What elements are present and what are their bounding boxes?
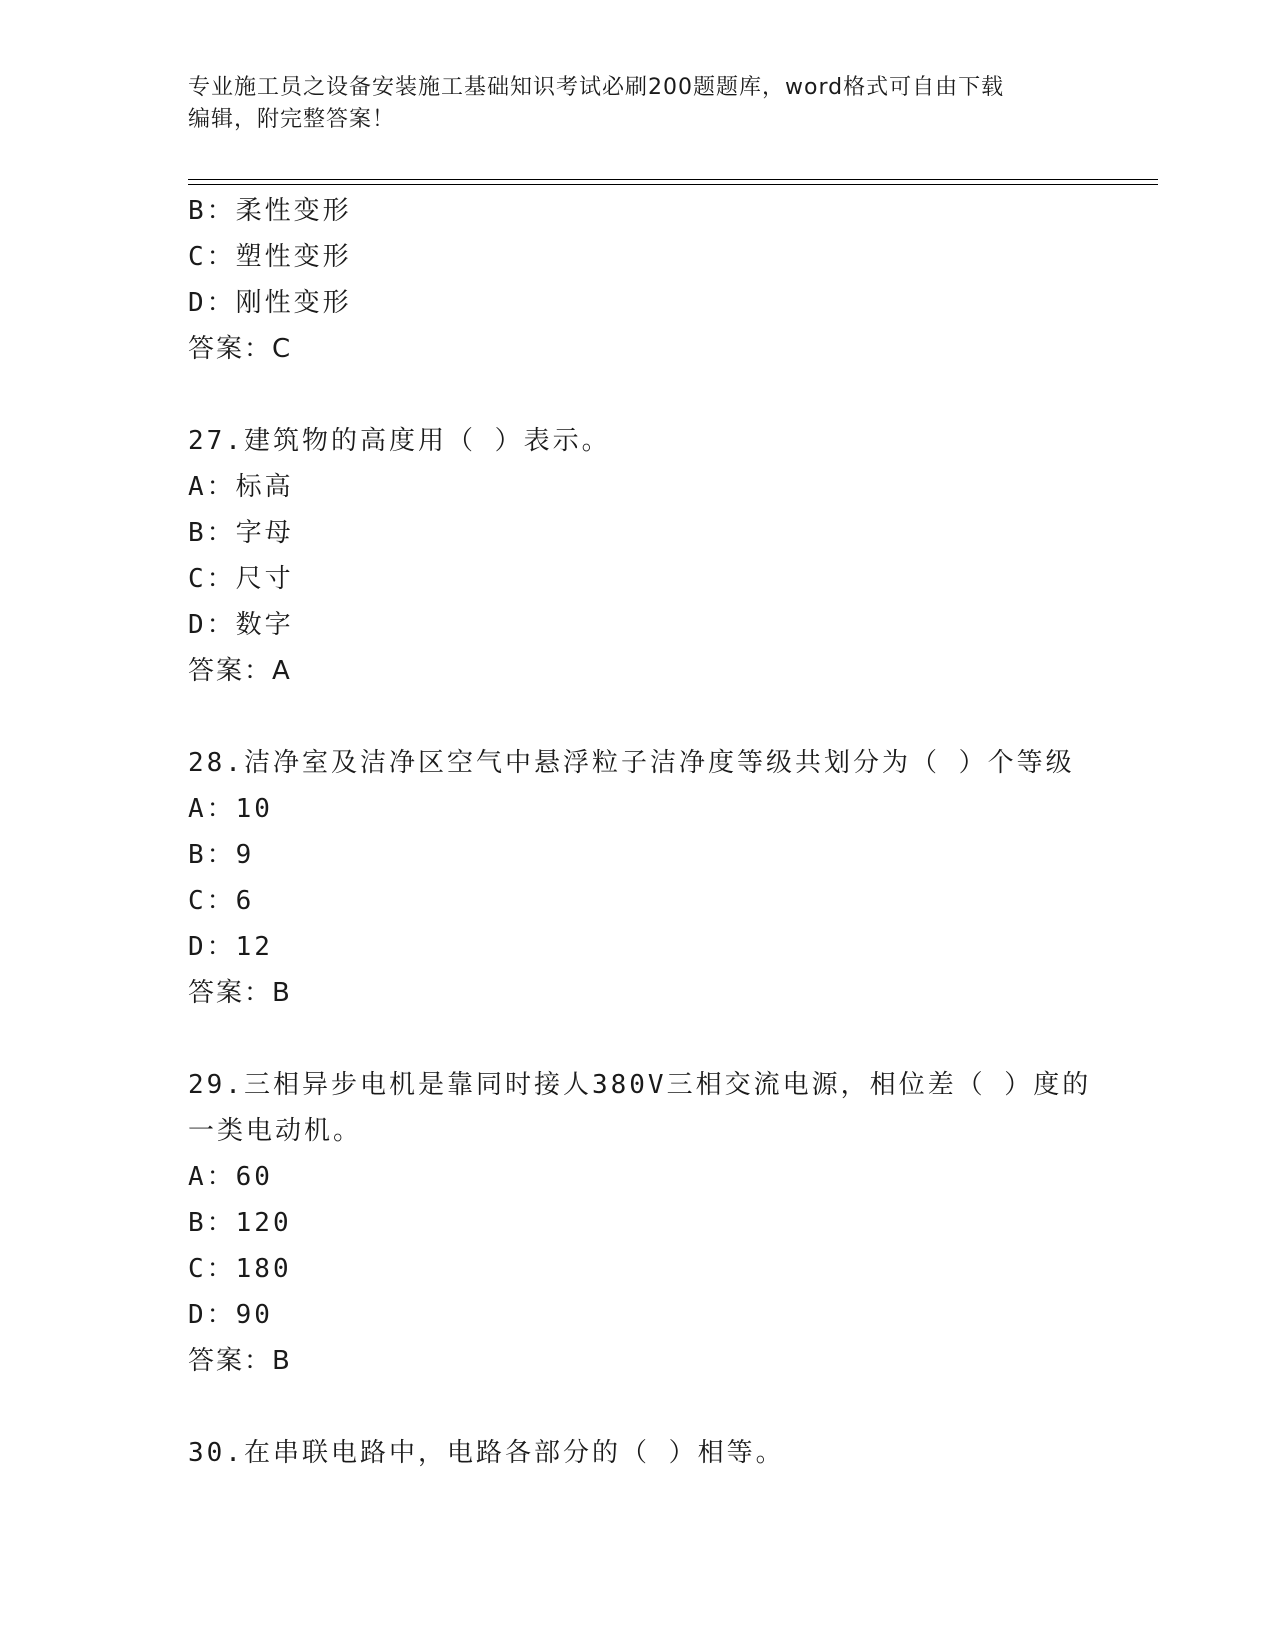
- answer-27: 答案：A: [188, 656, 292, 686]
- question-28-block: [188, 740, 1148, 1016]
- question-27-text: 27.建筑物的高度用（ ）表示。: [188, 426, 611, 456]
- header-line-1: 专业施工员之设备安装施工基础知识考试必刷200题题库，word格式可自由下载: [188, 75, 1005, 100]
- question-29-block: [188, 1062, 1148, 1384]
- option-28-d: D：12: [188, 932, 273, 962]
- answer-28: 答案：B: [188, 978, 292, 1008]
- question-26-block: [188, 188, 1148, 372]
- question-spacer: [188, 694, 1148, 740]
- option-28-c: C：6: [188, 886, 255, 916]
- document-header: [188, 72, 1068, 136]
- question-spacer: [188, 1384, 1148, 1430]
- option-29-d: D：90: [188, 1300, 273, 1330]
- question-30-block: [188, 1430, 1148, 1476]
- header-line-2: 编辑，附完整答案！: [188, 107, 396, 132]
- option-28-a: A：10: [188, 794, 273, 824]
- header-rule-top: [188, 179, 1158, 180]
- answer-29: 答案：B: [188, 1346, 292, 1376]
- answer-26: 答案：C: [188, 334, 293, 364]
- option-29-b: B：120: [188, 1208, 292, 1238]
- question-27-block: [188, 418, 1148, 694]
- question-29-text-line-1: 29.三相异步电机是靠同时接人380V三相交流电源，相位差（ ）度的: [188, 1070, 1092, 1100]
- option-26-c: C：塑性变形: [188, 242, 352, 272]
- question-30-text: 30.在串联电路中，电路各部分的（ ）相等。: [188, 1438, 785, 1468]
- option-27-d: D：数字: [188, 610, 294, 640]
- question-spacer: [188, 372, 1148, 418]
- question-spacer: [188, 1016, 1148, 1062]
- option-27-a: A：标高: [188, 472, 294, 502]
- option-26-d: D：刚性变形: [188, 288, 352, 318]
- header-rule-bottom: [188, 184, 1158, 185]
- question-28-text: 28.洁净室及洁净区空气中悬浮粒子洁净度等级共划分为（ ）个等级: [188, 748, 1075, 778]
- option-27-c: C：尺寸: [188, 564, 294, 594]
- option-28-b: B：9: [188, 840, 255, 870]
- option-27-b: B：字母: [188, 518, 294, 548]
- option-29-a: A：60: [188, 1162, 273, 1192]
- question-29-text-line-2: 一类电动机。: [188, 1116, 363, 1146]
- option-26-b: B：柔性变形: [188, 196, 352, 226]
- option-29-c: C：180: [188, 1254, 292, 1284]
- question-list: [188, 188, 1148, 1476]
